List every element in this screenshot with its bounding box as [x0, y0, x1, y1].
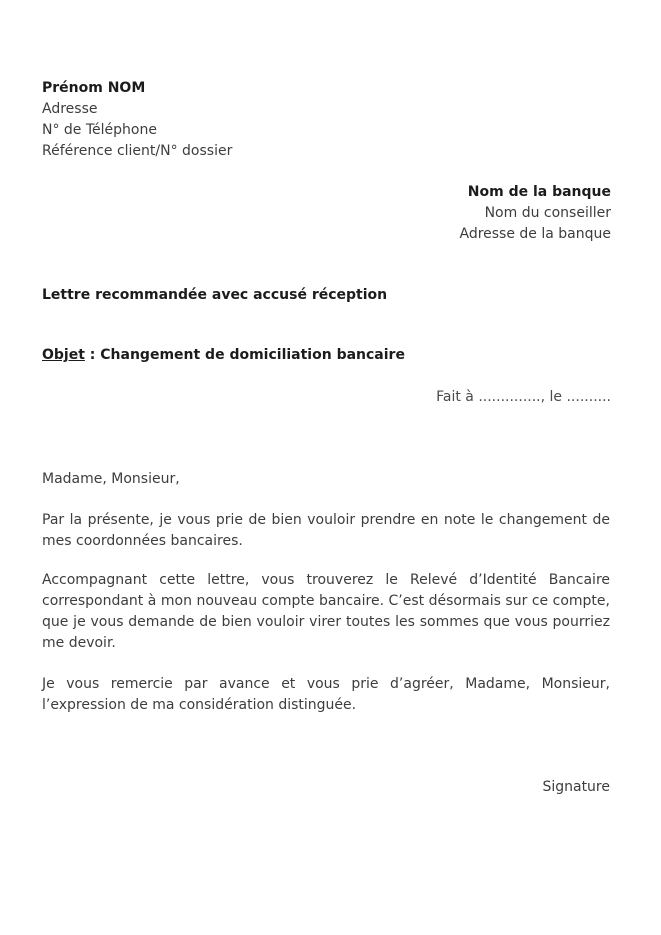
subject-label: Objet [42, 347, 85, 363]
date-place-line: Fait à .............., le .......... [436, 389, 611, 405]
recipient-block [459, 182, 611, 245]
signature-label: Signature [542, 779, 610, 795]
salutation: Madame, Monsieur, [42, 471, 180, 487]
sender-name: Prénom NOM [42, 80, 146, 96]
recipient-bank-name: Nom de la banque [467, 184, 611, 200]
subject-text: : Changement de domiciliation bancaire [84, 347, 405, 363]
sender-block [42, 78, 232, 162]
sender-phone: N° de Téléphone [42, 122, 157, 138]
subject-line [42, 345, 405, 366]
recipient-bank-address: Adresse de la banque [459, 226, 611, 242]
sender-address: Adresse [42, 101, 98, 117]
sender-reference: Référence client/N° dossier [42, 143, 233, 159]
paragraph-2: Accompagnant cette lettre, vous trouverez le Relevé d’Identité Bancaire correspondant à mon nouveau compte bancaire. C’est désormais sur ce compte, que je vous demande de bien vouloir virer toutes les sommes que vous pourriez me devoir. [42, 572, 610, 651]
paragraph-1: Par la présente, je vous prie de bien vouloir prendre en note le changement de mes coordonnées bancaires. [42, 512, 610, 549]
paragraph-3: Je vous remercie par avance et vous prie d’agréer, Madame, Monsieur, l’expression de ma considération distinguée. [42, 676, 610, 713]
recipient-advisor: Nom du conseiller [484, 205, 611, 221]
registered-mail-notice: Lettre recommandée avec accusé réception [42, 287, 388, 303]
